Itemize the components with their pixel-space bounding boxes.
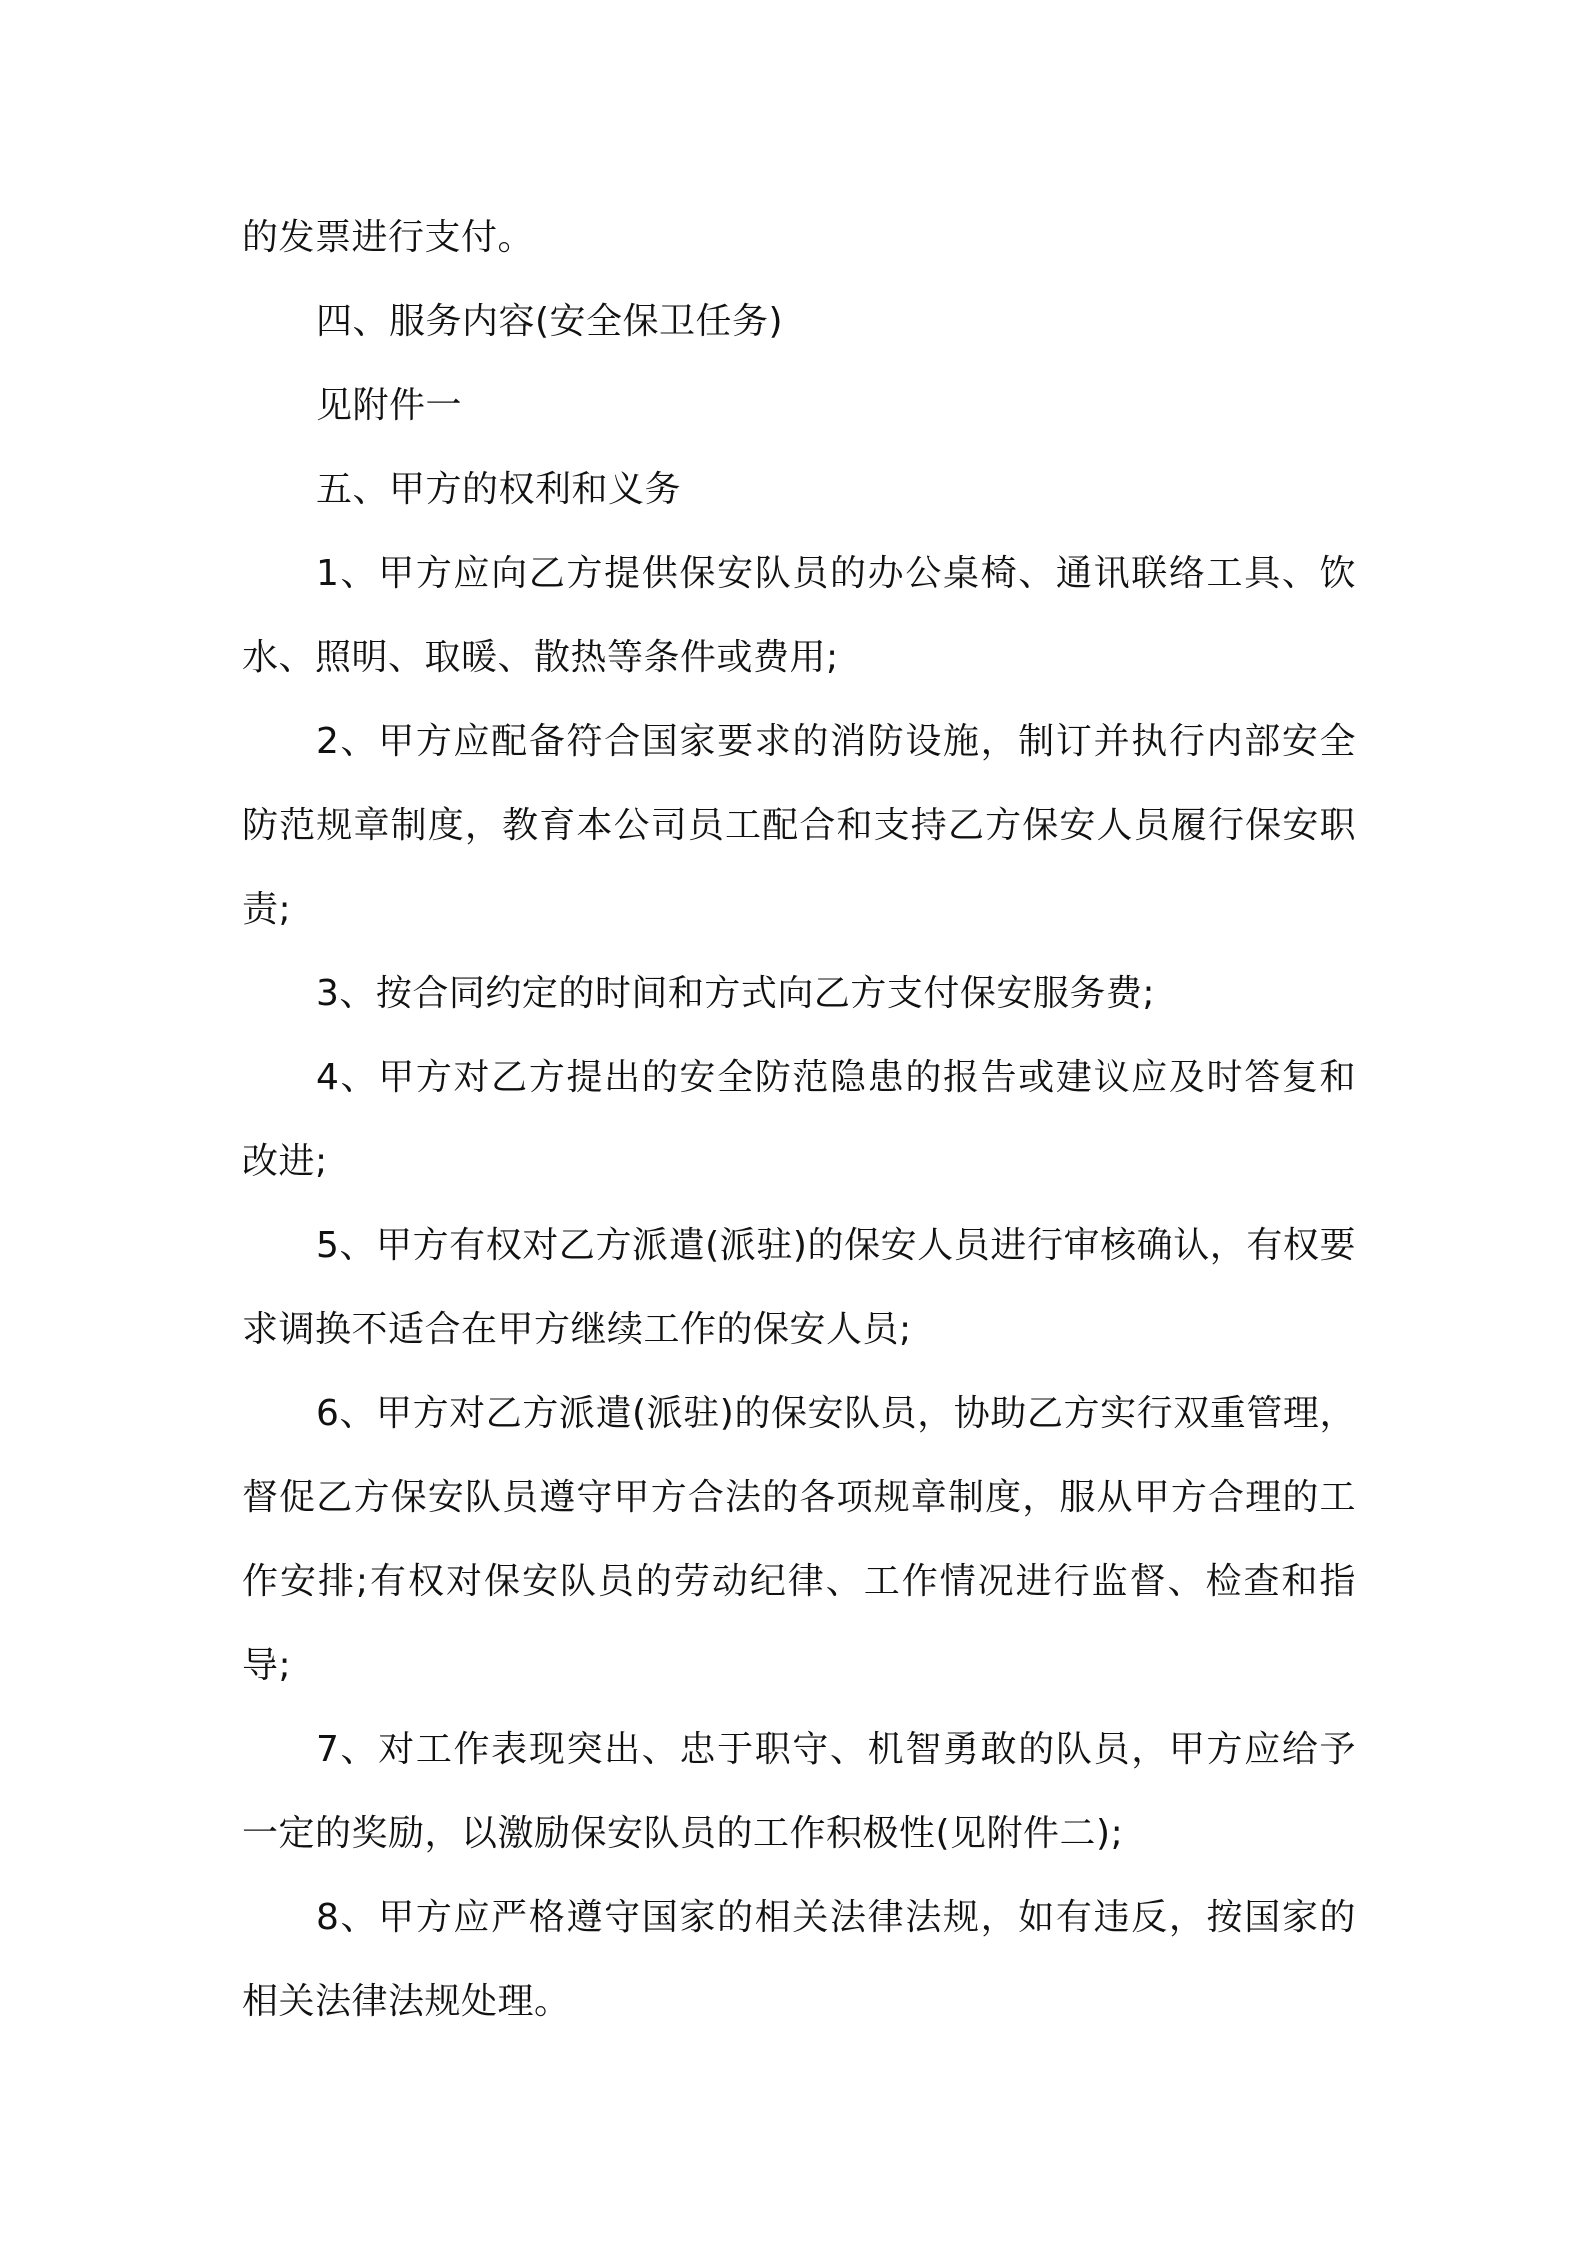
- clause-8: 8、甲方应严格遵守国家的相关法律法规，如有违反，按国家的相关法律法规处理。: [242, 1897, 1356, 2022]
- document-body: [242, 196, 1356, 2044]
- clause-2: 2、甲方应配备符合国家要求的消防设施，制订并执行内部安全防范规章制度，教育本公司员工配合和支持乙方保安人员履行保安职责;: [242, 721, 1356, 930]
- clause-5: 5、甲方有权对乙方派遣(派驻)的保安人员进行审核确认，有权要求调换不适合在甲方继续工作的保安人员;: [242, 1225, 1356, 1350]
- clause-3: 3、按合同约定的时间和方式向乙方支付保安服务费;: [316, 973, 1156, 1014]
- clause-1: 1、甲方应向乙方提供保安队员的办公桌椅、通讯联络工具、饮水、照明、取暖、散热等条件或费用;: [242, 553, 1356, 678]
- clause-4: 4、甲方对乙方提出的安全防范隐患的报告或建议应及时答复和改进;: [242, 1057, 1356, 1182]
- section-heading-party-a-rights: 五、甲方的权利和义务: [316, 469, 682, 510]
- clause-7: 7、对工作表现突出、忠于职守、机智勇敢的队员，甲方应给予一定的奖励，以激励保安队员的工作积极性(见附件二);: [242, 1729, 1356, 1854]
- paragraph-see-attachment-one: 见附件一: [316, 385, 463, 426]
- paragraph-continuation: 的发票进行支付。: [242, 217, 535, 258]
- section-heading-service-content: 四、服务内容(安全保卫任务): [316, 301, 784, 342]
- clause-6: 6、甲方对乙方派遣(派驻)的保安队员，协助乙方实行双重管理，督促乙方保安队员遵守甲方合法的各项规章制度，服从甲方合理的工作安排;有权对保安队员的劳动纪律、工作情况进行监督、检查和指导;: [242, 1393, 1356, 1686]
